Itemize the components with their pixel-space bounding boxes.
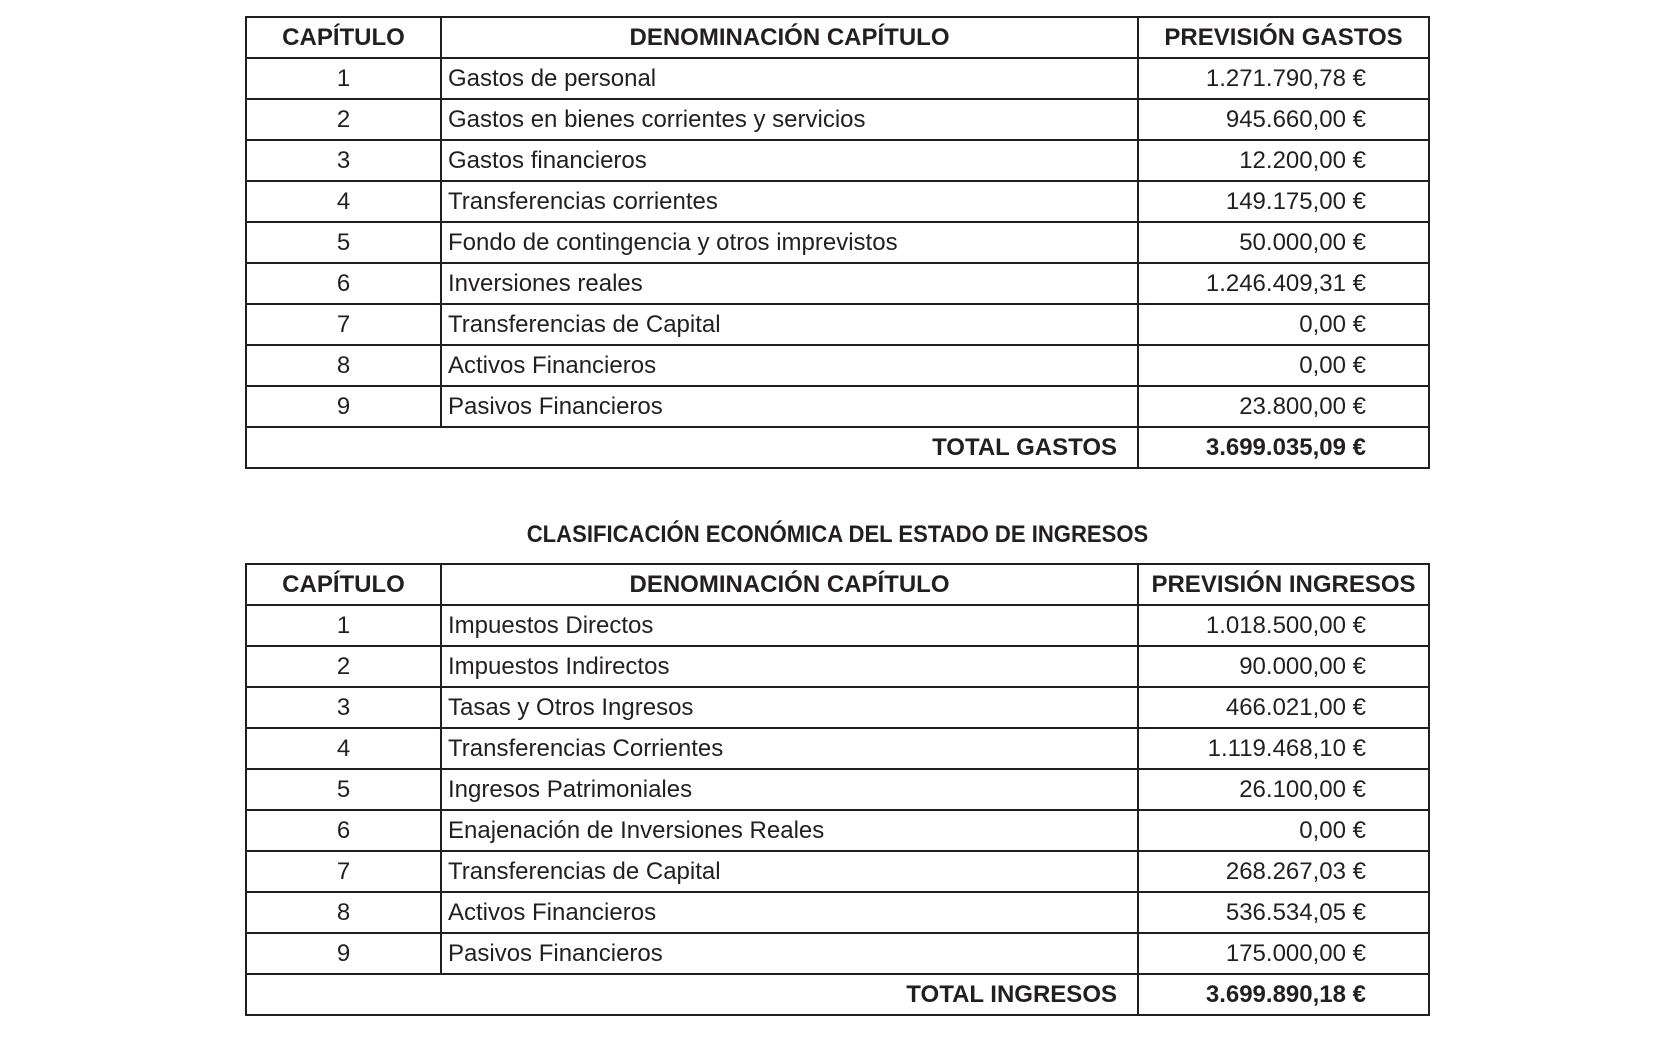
capitulo-cell: 1 xyxy=(246,58,441,99)
prevision-cell: 0,00 € xyxy=(1138,304,1429,345)
table-row xyxy=(246,933,1429,974)
prevision-cell: 536.534,05 € xyxy=(1138,892,1429,933)
table-row xyxy=(246,58,1429,99)
table-row xyxy=(246,810,1429,851)
denominacion-cell: Gastos financieros xyxy=(441,140,1138,181)
ingresos-table xyxy=(245,563,1430,1016)
capitulo-cell: 5 xyxy=(246,769,441,810)
header-denominacion: DENOMINACIÓN CAPÍTULO xyxy=(441,17,1138,58)
capitulo-cell: 2 xyxy=(246,99,441,140)
capitulo-cell: 5 xyxy=(246,222,441,263)
table-row xyxy=(246,646,1429,687)
capitulo-cell: 1 xyxy=(246,605,441,646)
gastos-table xyxy=(245,16,1430,469)
denominacion-cell: Transferencias de Capital xyxy=(441,851,1138,892)
table-row xyxy=(246,728,1429,769)
prevision-cell: 1.271.790,78 € xyxy=(1138,58,1429,99)
table-row xyxy=(246,687,1429,728)
prevision-cell: 1.246.409,31 € xyxy=(1138,263,1429,304)
header-capitulo: CAPÍTULO xyxy=(246,17,441,58)
table-row xyxy=(246,386,1429,427)
denominacion-cell: Gastos de personal xyxy=(441,58,1138,99)
denominacion-cell: Enajenación de Inversiones Reales xyxy=(441,810,1138,851)
table-row xyxy=(246,140,1429,181)
capitulo-cell: 3 xyxy=(246,687,441,728)
prevision-cell: 466.021,00 € xyxy=(1138,687,1429,728)
denominacion-cell: Ingresos Patrimoniales xyxy=(441,769,1138,810)
total-label: TOTAL GASTOS xyxy=(246,427,1138,468)
header-prevision: PREVISIÓN GASTOS xyxy=(1138,17,1429,58)
ingresos-header-row xyxy=(246,564,1429,605)
table-row xyxy=(246,181,1429,222)
table-row xyxy=(246,222,1429,263)
denominacion-cell: Transferencias corrientes xyxy=(441,181,1138,222)
table-row xyxy=(246,605,1429,646)
capitulo-cell: 9 xyxy=(246,933,441,974)
header-capitulo: CAPÍTULO xyxy=(246,564,441,605)
prevision-cell: 0,00 € xyxy=(1138,810,1429,851)
denominacion-cell: Impuestos Directos xyxy=(441,605,1138,646)
prevision-cell: 90.000,00 € xyxy=(1138,646,1429,687)
prevision-cell: 945.660,00 € xyxy=(1138,99,1429,140)
total-label: TOTAL INGRESOS xyxy=(246,974,1138,1015)
denominacion-cell: Transferencias de Capital xyxy=(441,304,1138,345)
denominacion-cell: Pasivos Financieros xyxy=(441,933,1138,974)
prevision-cell: 23.800,00 € xyxy=(1138,386,1429,427)
table-row xyxy=(246,304,1429,345)
denominacion-cell: Activos Financieros xyxy=(441,892,1138,933)
prevision-cell: 0,00 € xyxy=(1138,345,1429,386)
total-value: 3.699.890,18 € xyxy=(1138,974,1429,1015)
denominacion-cell: Impuestos Indirectos xyxy=(441,646,1138,687)
capitulo-cell: 3 xyxy=(246,140,441,181)
denominacion-cell: Fondo de contingencia y otros imprevistos xyxy=(441,222,1138,263)
capitulo-cell: 6 xyxy=(246,263,441,304)
total-value: 3.699.035,09 € xyxy=(1138,427,1429,468)
capitulo-cell: 4 xyxy=(246,181,441,222)
table-row xyxy=(246,263,1429,304)
table-row xyxy=(246,99,1429,140)
prevision-cell: 50.000,00 € xyxy=(1138,222,1429,263)
denominacion-cell: Activos Financieros xyxy=(441,345,1138,386)
prevision-cell: 149.175,00 € xyxy=(1138,181,1429,222)
capitulo-cell: 7 xyxy=(246,304,441,345)
header-denominacion: DENOMINACIÓN CAPÍTULO xyxy=(441,564,1138,605)
prevision-cell: 12.200,00 € xyxy=(1138,140,1429,181)
gastos-header-row xyxy=(246,17,1429,58)
header-prevision: PREVISIÓN INGRESOS xyxy=(1138,564,1429,605)
denominacion-cell: Transferencias Corrientes xyxy=(441,728,1138,769)
capitulo-cell: 6 xyxy=(246,810,441,851)
capitulo-cell: 7 xyxy=(246,851,441,892)
prevision-cell: 268.267,03 € xyxy=(1138,851,1429,892)
table-row xyxy=(246,892,1429,933)
table-row xyxy=(246,851,1429,892)
prevision-cell: 1.119.468,10 € xyxy=(1138,728,1429,769)
capitulo-cell: 8 xyxy=(246,892,441,933)
denominacion-cell: Tasas y Otros Ingresos xyxy=(441,687,1138,728)
capitulo-cell: 4 xyxy=(246,728,441,769)
ingresos-body xyxy=(246,605,1429,1015)
total-row xyxy=(246,974,1429,1015)
table-row xyxy=(246,345,1429,386)
total-row xyxy=(246,427,1429,468)
capitulo-cell: 9 xyxy=(246,386,441,427)
prevision-cell: 1.018.500,00 € xyxy=(1138,605,1429,646)
capitulo-cell: 2 xyxy=(246,646,441,687)
prevision-cell: 175.000,00 € xyxy=(1138,933,1429,974)
denominacion-cell: Inversiones reales xyxy=(441,263,1138,304)
denominacion-cell: Pasivos Financieros xyxy=(441,386,1138,427)
denominacion-cell: Gastos en bienes corrientes y servicios xyxy=(441,99,1138,140)
table-row xyxy=(246,769,1429,810)
prevision-cell: 26.100,00 € xyxy=(1138,769,1429,810)
gastos-body xyxy=(246,58,1429,468)
ingresos-section-title: CLASIFICACIÓN ECONÓMICA DEL ESTADO DE INGRESOS xyxy=(526,521,1149,548)
capitulo-cell: 8 xyxy=(246,345,441,386)
